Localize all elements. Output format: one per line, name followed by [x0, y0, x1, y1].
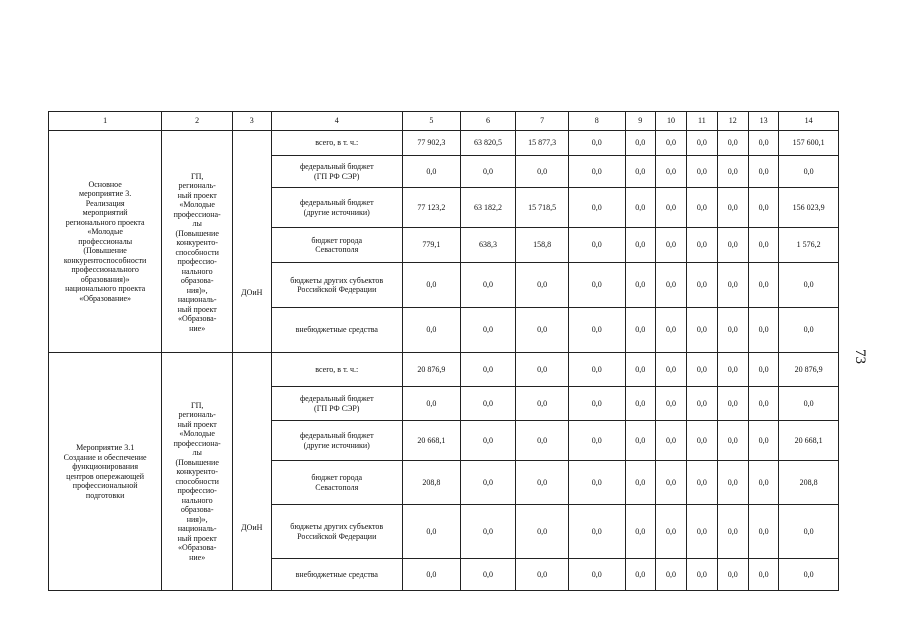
value-cell: 0,0	[748, 228, 778, 263]
value-cell: 0,0	[625, 188, 655, 228]
value-cell: 0,0	[403, 387, 461, 421]
value-cell: 0,0	[687, 228, 717, 263]
value-cell: 0,0	[717, 559, 748, 591]
value-cell: 0,0	[655, 131, 686, 156]
funding-source-cell: бюджет города Севастополя	[271, 228, 402, 263]
value-cell: 0,0	[717, 263, 748, 308]
value-cell: 0,0	[687, 421, 717, 461]
value-cell: 0,0	[625, 505, 655, 559]
value-cell: 0,0	[403, 505, 461, 559]
value-cell: 0,0	[568, 505, 625, 559]
value-cell: 0,0	[516, 505, 569, 559]
column-number-cell: 3	[233, 112, 271, 131]
value-cell: 0,0	[687, 505, 717, 559]
funding-source-cell: федеральный бюджет (ГП РФ СЭР)	[271, 387, 402, 421]
value-cell: 0,0	[748, 559, 778, 591]
column-number-cell: 8	[568, 112, 625, 131]
value-cell: 0,0	[779, 505, 839, 559]
value-cell: 208,8	[779, 461, 839, 505]
value-cell: 20 876,9	[779, 353, 839, 387]
value-cell: 0,0	[568, 308, 625, 353]
activity-name-cell: Мероприятие 3.1 Создание и обеспечение функционирования центров опережающей профессиональной подготовки	[49, 353, 162, 591]
budget-table	[48, 111, 839, 591]
value-cell: 20 876,9	[403, 353, 461, 387]
value-cell: 15 877,3	[516, 131, 569, 156]
value-cell: 0,0	[568, 188, 625, 228]
value-cell: 0,0	[687, 188, 717, 228]
value-cell: 779,1	[403, 228, 461, 263]
value-cell: 0,0	[717, 421, 748, 461]
table-row	[49, 353, 839, 387]
value-cell: 0,0	[655, 156, 686, 188]
value-cell: 0,0	[717, 188, 748, 228]
column-number-cell: 10	[655, 112, 686, 131]
value-cell: 0,0	[687, 156, 717, 188]
value-cell: 0,0	[655, 387, 686, 421]
value-cell: 20 668,1	[403, 421, 461, 461]
value-cell: 0,0	[717, 228, 748, 263]
table-row	[49, 131, 839, 156]
column-number-cell: 4	[271, 112, 402, 131]
column-number-row	[49, 112, 839, 131]
value-cell: 0,0	[748, 308, 778, 353]
executor-cell: ДОиН	[233, 353, 271, 591]
value-cell: 0,0	[748, 131, 778, 156]
value-cell: 0,0	[655, 263, 686, 308]
value-cell: 0,0	[460, 559, 516, 591]
value-cell: 0,0	[655, 308, 686, 353]
value-cell: 63 182,2	[460, 188, 516, 228]
value-cell: 0,0	[687, 387, 717, 421]
value-cell: 0,0	[687, 353, 717, 387]
value-cell: 208,8	[403, 461, 461, 505]
value-cell: 0,0	[568, 353, 625, 387]
value-cell: 0,0	[717, 461, 748, 505]
value-cell: 0,0	[516, 263, 569, 308]
value-cell: 0,0	[403, 263, 461, 308]
column-number-cell: 6	[460, 112, 516, 131]
value-cell: 0,0	[717, 505, 748, 559]
value-cell: 0,0	[460, 387, 516, 421]
column-number-cell: 14	[779, 112, 839, 131]
value-cell: 20 668,1	[779, 421, 839, 461]
funding-source-cell: внебюджетные средства	[271, 308, 402, 353]
value-cell: 0,0	[516, 308, 569, 353]
value-cell: 0,0	[460, 505, 516, 559]
value-cell: 0,0	[655, 505, 686, 559]
value-cell: 0,0	[748, 505, 778, 559]
funding-source-cell: федеральный бюджет (другие источники)	[271, 188, 402, 228]
value-cell: 77 123,2	[403, 188, 461, 228]
value-cell: 0,0	[460, 421, 516, 461]
value-cell: 0,0	[568, 263, 625, 308]
activity-name-cell: Основное мероприятие 3. Реализация мероприятий регионального проекта «Молодые профессионалы (Повышение конкурентоспособности профессионального образования)» национального проекта «Образование»	[49, 131, 162, 353]
value-cell: 0,0	[655, 421, 686, 461]
column-number-cell: 5	[403, 112, 461, 131]
value-cell: 0,0	[655, 228, 686, 263]
value-cell: 0,0	[460, 461, 516, 505]
funding-source-cell: всего, в т. ч.:	[271, 353, 402, 387]
value-cell: 0,0	[717, 387, 748, 421]
value-cell: 0,0	[516, 559, 569, 591]
value-cell: 0,0	[625, 421, 655, 461]
value-cell: 0,0	[625, 559, 655, 591]
value-cell: 0,0	[568, 131, 625, 156]
value-cell: 0,0	[687, 559, 717, 591]
column-number-cell: 9	[625, 112, 655, 131]
value-cell: 157 600,1	[779, 131, 839, 156]
value-cell: 0,0	[568, 559, 625, 591]
value-cell: 638,3	[460, 228, 516, 263]
value-cell: 0,0	[460, 263, 516, 308]
column-number-cell: 7	[516, 112, 569, 131]
funding-source-cell: бюджет города Севастополя	[271, 461, 402, 505]
column-number-cell: 11	[687, 112, 717, 131]
value-cell: 0,0	[568, 421, 625, 461]
value-cell: 0,0	[655, 188, 686, 228]
value-cell: 0,0	[625, 387, 655, 421]
executor-cell: ДОиН	[233, 131, 271, 353]
value-cell: 0,0	[625, 131, 655, 156]
funding-source-cell: федеральный бюджет (другие источники)	[271, 421, 402, 461]
value-cell: 0,0	[748, 387, 778, 421]
value-cell: 0,0	[516, 387, 569, 421]
value-cell: 0,0	[516, 353, 569, 387]
value-cell: 0,0	[625, 353, 655, 387]
value-cell: 0,0	[717, 308, 748, 353]
value-cell: 0,0	[655, 353, 686, 387]
funding-source-cell: всего, в т. ч.:	[271, 131, 402, 156]
value-cell: 0,0	[748, 188, 778, 228]
value-cell: 0,0	[748, 263, 778, 308]
value-cell: 0,0	[687, 461, 717, 505]
value-cell: 158,8	[516, 228, 569, 263]
value-cell: 0,0	[779, 387, 839, 421]
value-cell: 0,0	[748, 353, 778, 387]
value-cell: 0,0	[687, 263, 717, 308]
value-cell: 0,0	[779, 308, 839, 353]
value-cell: 156 023,9	[779, 188, 839, 228]
value-cell: 0,0	[403, 559, 461, 591]
value-cell: 0,0	[516, 461, 569, 505]
value-cell: 0,0	[460, 156, 516, 188]
program-cell: ГП, региональ- ный проект «Молодые профессиона- лы (Повышение конкуренто- способности профессио- нального образова- ния)», националь- ный проект «Образова- ние»	[162, 353, 233, 591]
value-cell: 0,0	[748, 461, 778, 505]
value-cell: 0,0	[655, 559, 686, 591]
value-cell: 0,0	[625, 228, 655, 263]
value-cell: 0,0	[568, 387, 625, 421]
value-cell: 0,0	[625, 461, 655, 505]
value-cell: 0,0	[779, 559, 839, 591]
column-number-cell: 1	[49, 112, 162, 131]
funding-source-cell: бюджеты других субъектов Российской Федерации	[271, 505, 402, 559]
program-cell: ГП, региональ- ный проект «Молодые профессиона- лы (Повышение конкуренто- способности профессио- нального образова- ния)», националь- ный проект «Образова- ние»	[162, 131, 233, 353]
column-number-cell: 2	[162, 112, 233, 131]
value-cell: 0,0	[717, 131, 748, 156]
value-cell: 0,0	[687, 308, 717, 353]
value-cell: 0,0	[748, 421, 778, 461]
value-cell: 0,0	[748, 156, 778, 188]
funding-source-cell: бюджеты других субъектов Российской Федерации	[271, 263, 402, 308]
value-cell: 0,0	[516, 156, 569, 188]
value-cell: 0,0	[779, 263, 839, 308]
value-cell: 0,0	[460, 308, 516, 353]
value-cell: 0,0	[568, 156, 625, 188]
value-cell: 0,0	[625, 263, 655, 308]
funding-source-cell: внебюджетные средства	[271, 559, 402, 591]
value-cell: 0,0	[625, 308, 655, 353]
column-number-cell: 13	[748, 112, 778, 131]
value-cell: 0,0	[516, 421, 569, 461]
value-cell: 15 718,5	[516, 188, 569, 228]
value-cell: 0,0	[779, 156, 839, 188]
funding-source-cell: федеральный бюджет (ГП РФ СЭР)	[271, 156, 402, 188]
value-cell: 0,0	[460, 353, 516, 387]
value-cell: 77 902,3	[403, 131, 461, 156]
value-cell: 0,0	[568, 461, 625, 505]
page-number: 73	[852, 349, 868, 364]
value-cell: 0,0	[625, 156, 655, 188]
value-cell: 0,0	[568, 228, 625, 263]
value-cell: 0,0	[717, 353, 748, 387]
value-cell: 0,0	[403, 308, 461, 353]
column-number-cell: 12	[717, 112, 748, 131]
value-cell: 1 576,2	[779, 228, 839, 263]
value-cell: 0,0	[687, 131, 717, 156]
value-cell: 0,0	[655, 461, 686, 505]
value-cell: 0,0	[403, 156, 461, 188]
value-cell: 0,0	[717, 156, 748, 188]
value-cell: 63 820,5	[460, 131, 516, 156]
